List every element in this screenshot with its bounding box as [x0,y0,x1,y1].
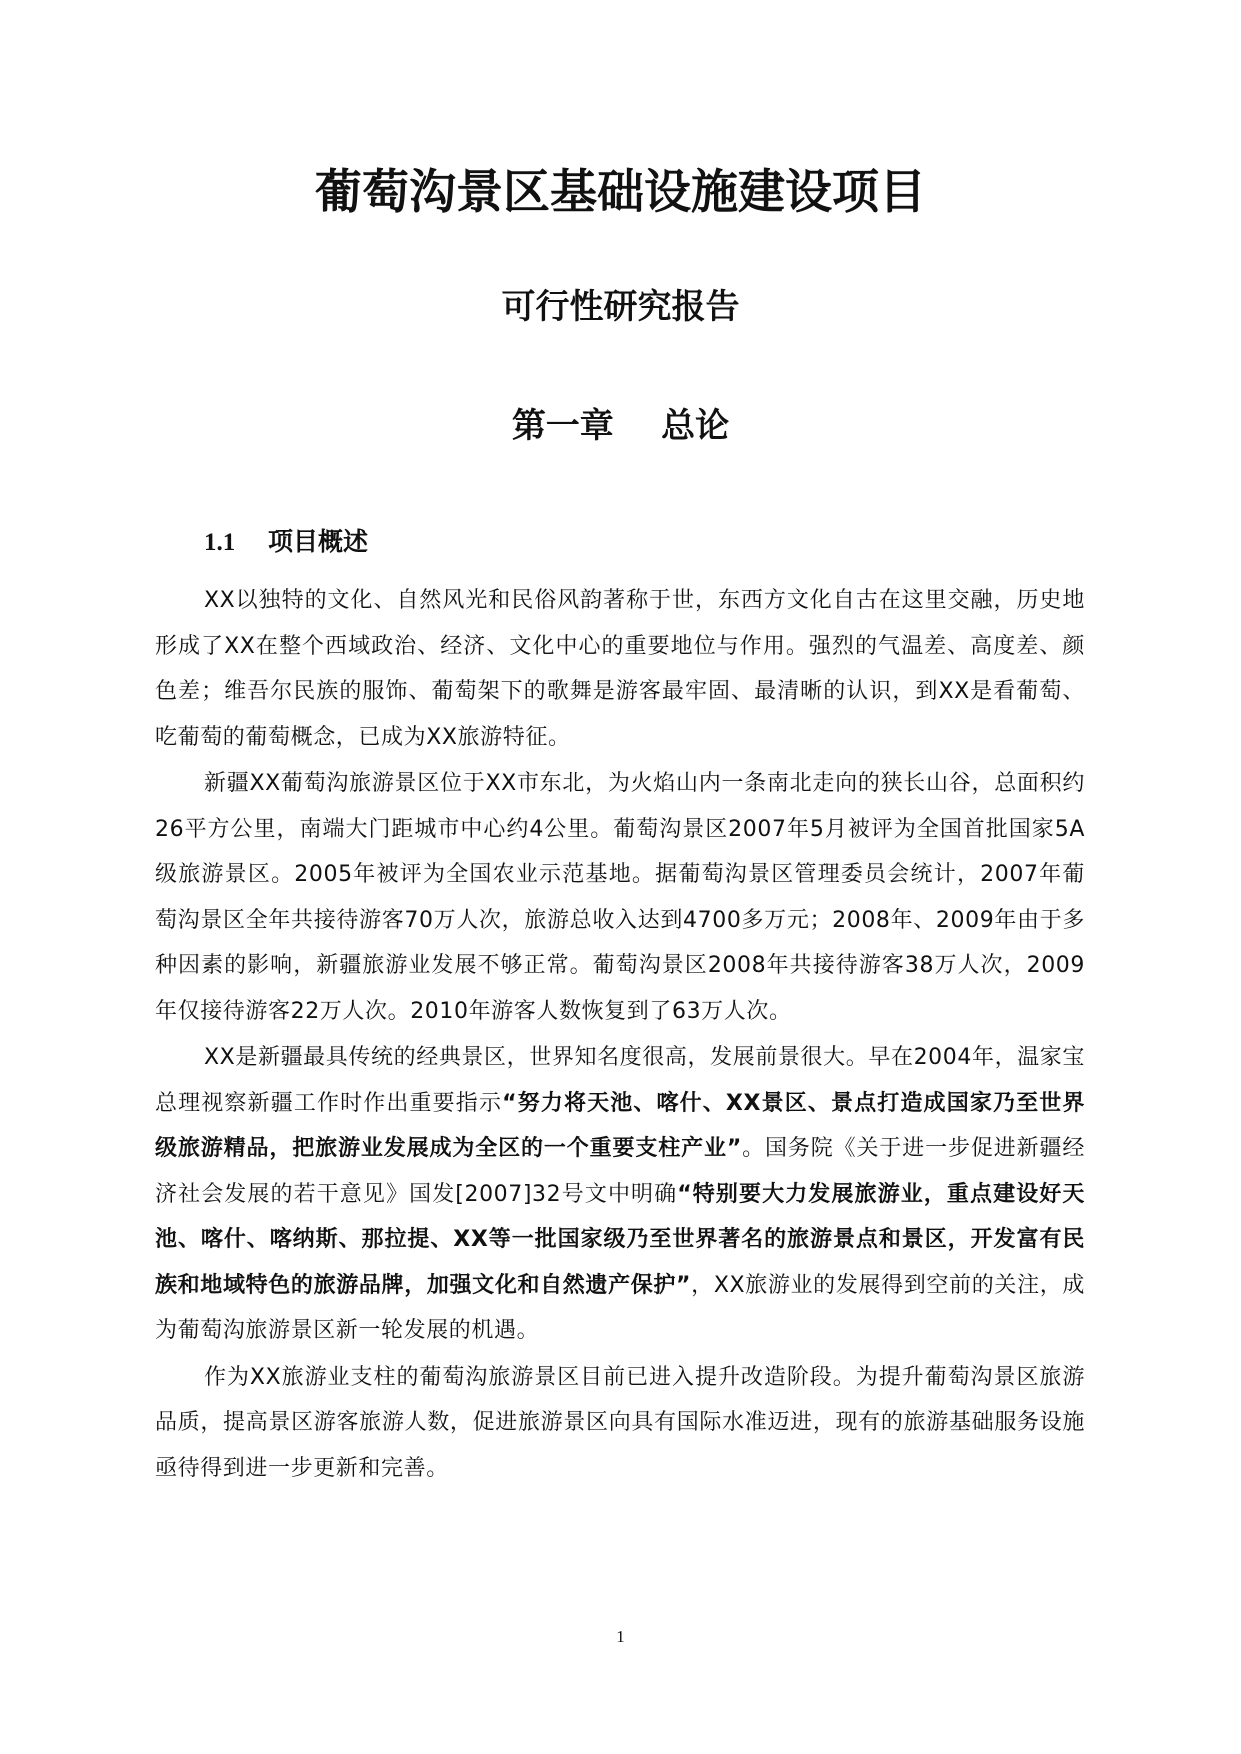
paragraph [155,1355,1085,1492]
paragraph [155,761,1085,1034]
section-heading [204,522,368,563]
paragraph-text: 作为XX旅游业支柱的葡萄沟旅游景区目前已进入提升改造阶段。为提升葡萄沟景区旅游品质，提高景区游客旅游人数，促进旅游景区向具有国际水准迈进，现有的旅游基础服务设施亟待得到进一步更新和完善。 [155,1364,1085,1481]
paragraph-text: 。国务院《关于进一步促进新疆经济社会发展的若干意见》国发[2007]32号文中明确 [155,1136,1085,1207]
paragraph-text: XX是新疆最具传统的经典景区，世界知名度很高，发展前景很大。早在2004年，温家宝总理视察新疆工作时作出重要指示 [155,1045,1085,1116]
document-title: 葡萄沟景区基础设施建设项目 [315,165,926,220]
paragraph-text: ，XX旅游业的发展得到空前的关注，成为葡萄沟旅游景区新一轮发展的机遇。 [155,1272,1085,1343]
paragraph-text: 新疆XX葡萄沟旅游景区位于XX市东北，为火焰山内一条南北走向的狭长山谷，总面积约26平方公里，南端大门距城市中心约4公里。葡萄沟景区2007年5月被评为全国首批国家5A级旅游景区。2005年被评为全国农业示范基地。据葡萄沟景区管理委员会统计，2007年葡萄沟景区全年共接待游客70万人次，旅游总收入达到4700多万元；2008年、2009年由于多种因素的影响，新疆旅游业发展不够正常。葡萄沟景区2008年共接待游客38万人次，2009年仅接待游客22万人次。2010年游客人数恢复到了63万人次。 [155,771,1085,1024]
chapter-title: 第一章 总论 [511,406,730,446]
section-number: 1.1 [204,529,236,556]
quote-state-council-document: “特别要大力发展旅游业，重点建设好天池、喀什、喀纳斯、那拉提、XX等一批国家级乃至世界著名的旅游景点和景区，开发富有民族和地域特色的旅游品牌，加强文化和自然遗产保护” [155,1181,1086,1298]
document-subtitle: 可行性研究报告 [501,287,740,327]
paragraph [155,1035,1085,1354]
paragraph [155,578,1085,760]
quote-premier-instruction: “努力将天池、喀什、XX景区、景点打造成国家乃至世界级旅游精品，把旅游业发展成为全区的一个重要支柱产业” [155,1090,1085,1161]
page-number: 1 [616,1627,625,1646]
body-text [155,578,1085,1491]
section-title: 项目概述 [268,527,369,556]
paragraph-text: XX以独特的文化、自然风光和民俗风韵著称于世，东西方文化自古在这里交融，历史地形成了XX在整个西域政治、经济、文化中心的重要地位与作用。强烈的气温差、高度差、颜色差；维吾尔民族的服饰、葡萄架下的歌舞是游客最牢固、最清晰的认识，到XX是看葡萄、吃葡萄的葡萄概念，已成为XX旅游特征。 [155,588,1085,750]
